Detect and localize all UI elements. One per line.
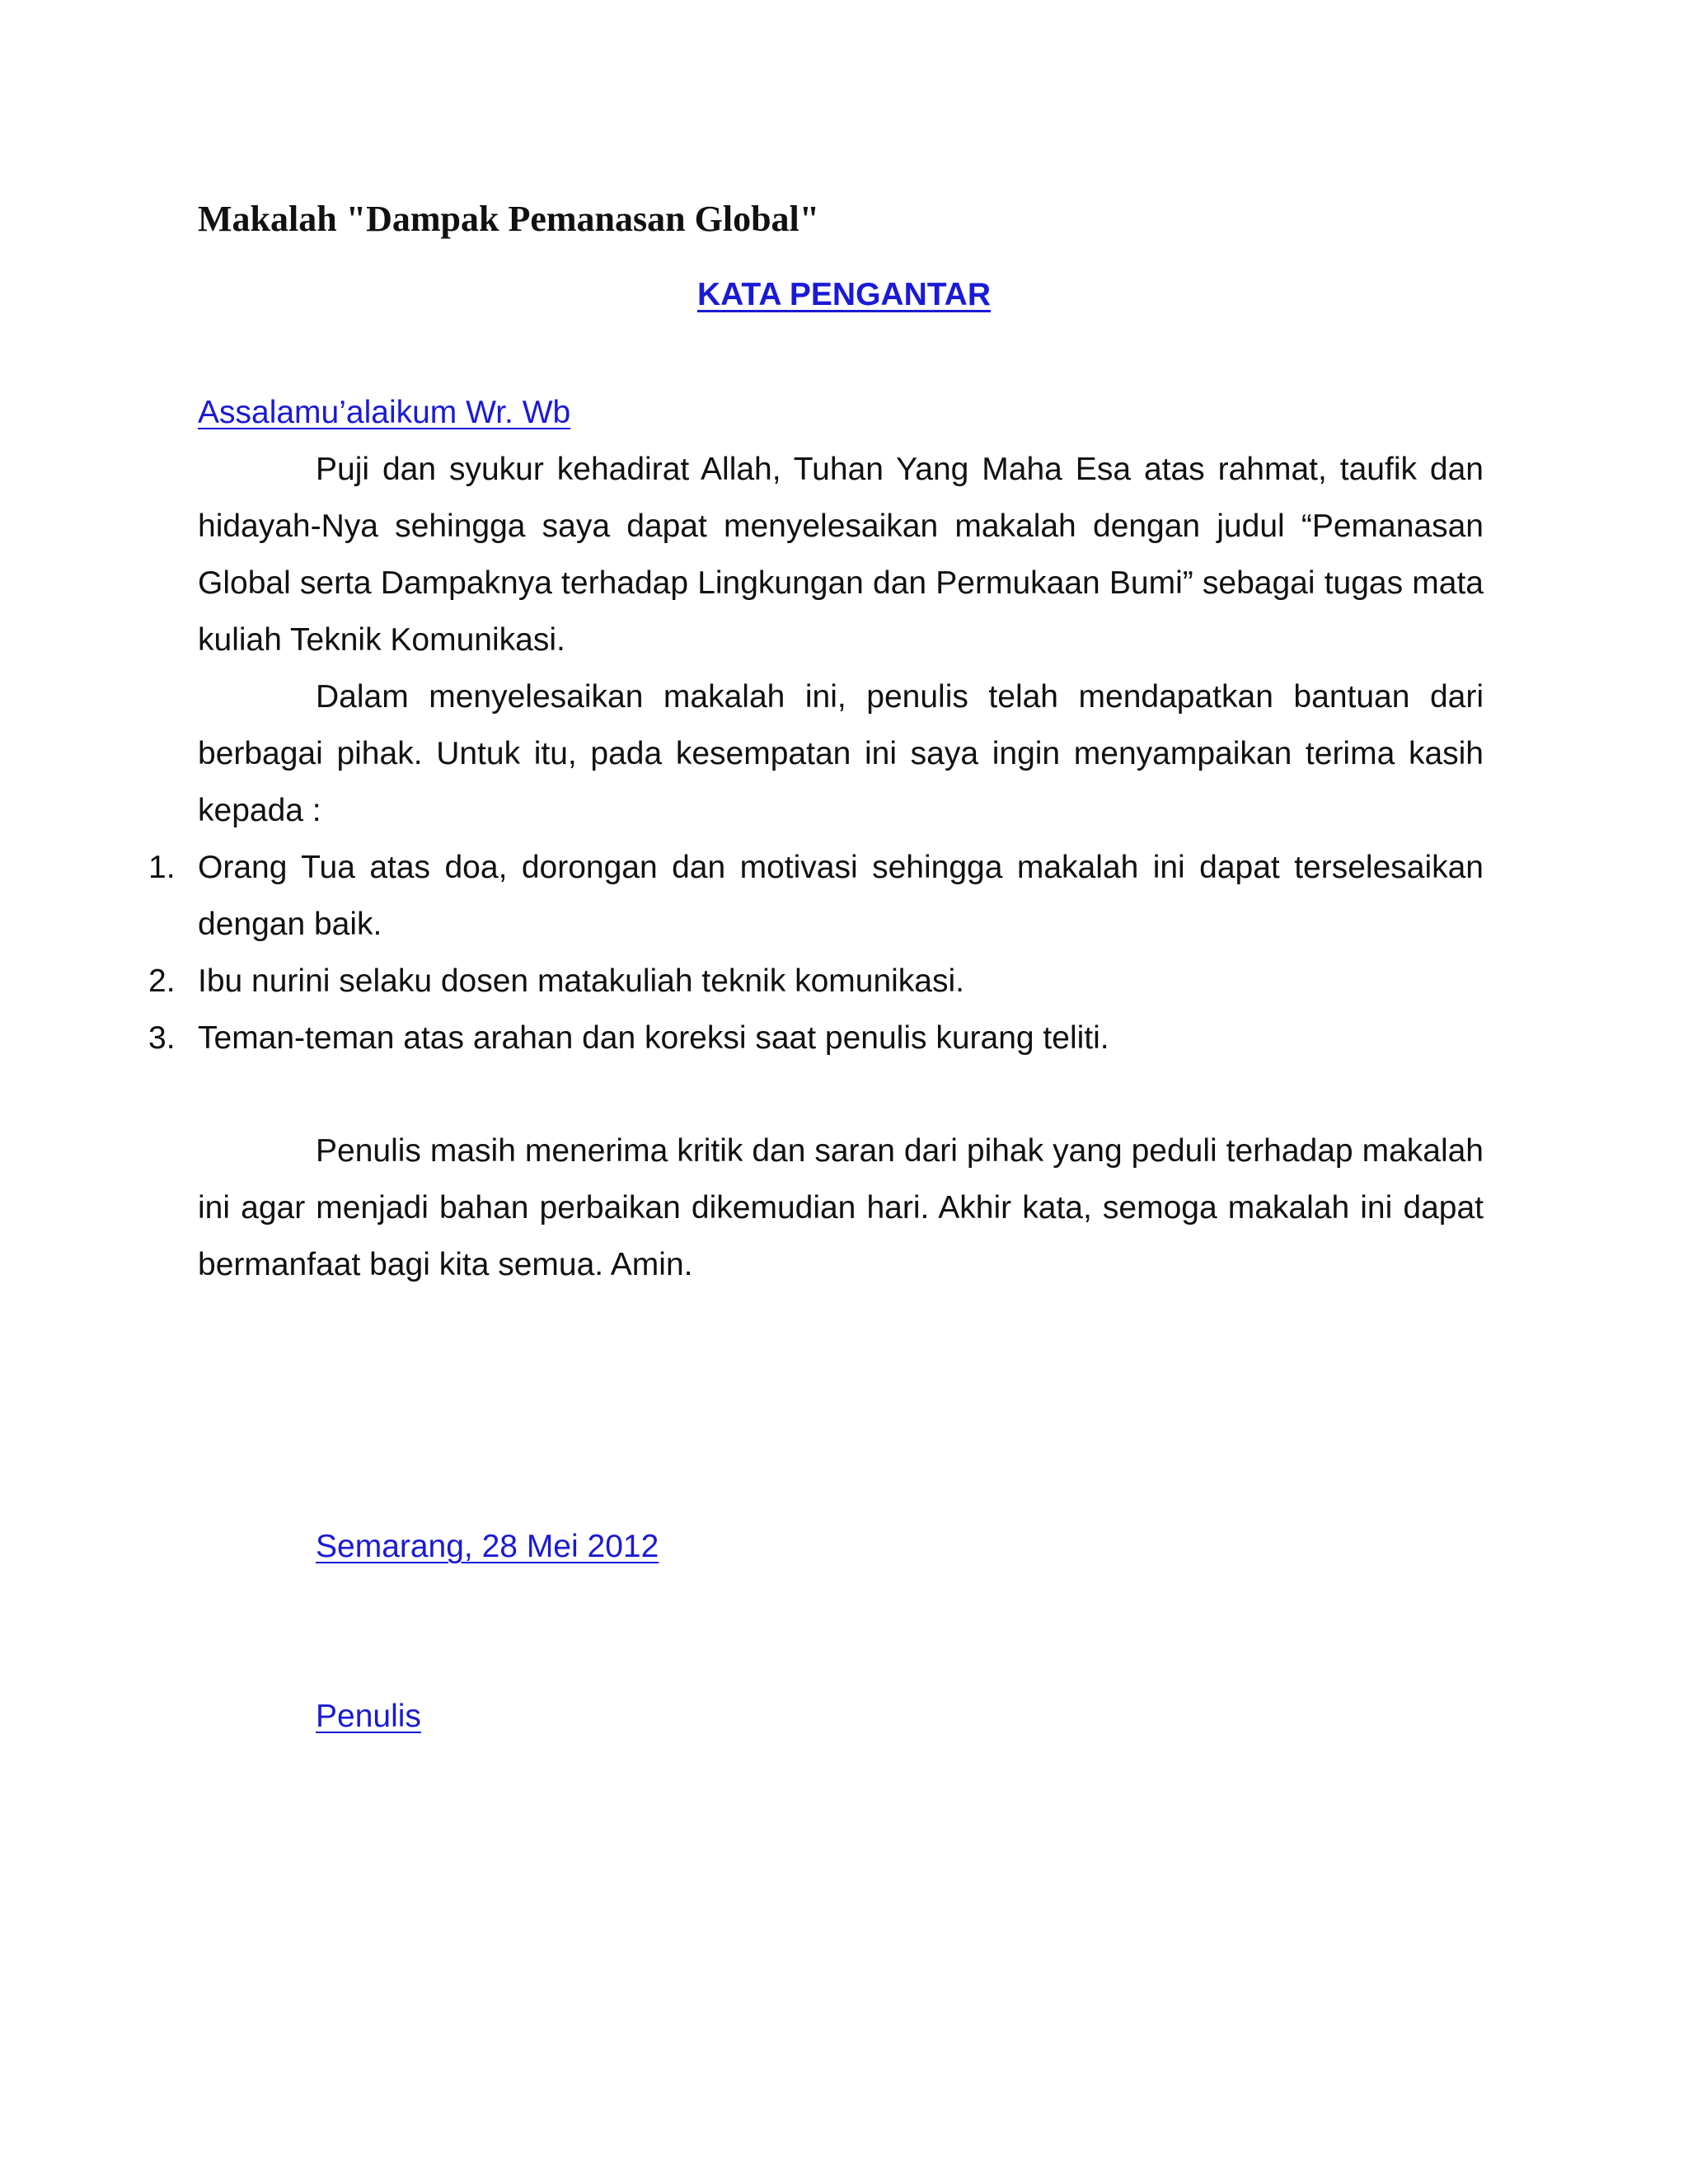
list-item-text: Orang Tua atas doa, dorongan dan motivasi sehingga makalah ini dapat terselesaikan dengan baik.	[198, 850, 1484, 942]
list-item-text: Teman-teman atas arahan dan koreksi saat penulis kurang teliti.	[198, 1020, 1109, 1056]
signature-line	[316, 1696, 421, 1737]
closing-paragraph: Penulis masih menerima kritik dan saran dari pihak yang peduli terhadap makalah ini agar menjadi bahan perbaikan dikemudian hari. Akhir kata, semoga makalah ini dapat bermanfaat bagi kita semua. Amin.	[198, 1133, 1484, 1282]
thanks-paragraph: Dalam menyelesaikan makalah ini, penulis telah mendapatkan bantuan dari berbagai pihak. Untuk itu, pada kesempatan ini saya ingin menyampaikan terima kasih kepada :	[198, 679, 1484, 828]
signature-link[interactable]: Penulis	[316, 1699, 421, 1734]
place-date-link[interactable]: Semarang, 28 Mei 2012	[316, 1529, 659, 1564]
section-heading-link[interactable]: KATA PENGANTAR	[696, 277, 992, 312]
list-item-number: 2.	[148, 963, 176, 999]
list-item-number: 1.	[148, 850, 176, 885]
list-item-text: Ibu nurini selaku dosen matakuliah teknik komunikasi.	[198, 963, 965, 999]
greeting-link[interactable]: Assalamu’alaikum Wr. Wb	[198, 395, 571, 430]
list-item	[0, 953, 1484, 1010]
place-date-line	[316, 1526, 659, 1568]
document-title: Makalah "Dampak Pemanasan Global"	[198, 199, 820, 239]
intro-paragraph: Puji dan syukur kehadirat Allah, Tuhan Yang Maha Esa atas rahmat, taufik dan hidayah-Nya sehingga saya dapat menyelesaikan makalah dengan judul “Pemanasan Global serta Dampaknya terhadap Lingkungan dan Permukaan Bumi” sebagai tugas mata kuliah Teknik Komunikasi.	[198, 452, 1484, 658]
list-item	[0, 1010, 1484, 1066]
list-item-number: 3.	[148, 1020, 176, 1056]
acknowledgement-list	[0, 839, 1484, 1066]
list-item	[0, 839, 1484, 953]
greeting-line	[198, 392, 570, 434]
